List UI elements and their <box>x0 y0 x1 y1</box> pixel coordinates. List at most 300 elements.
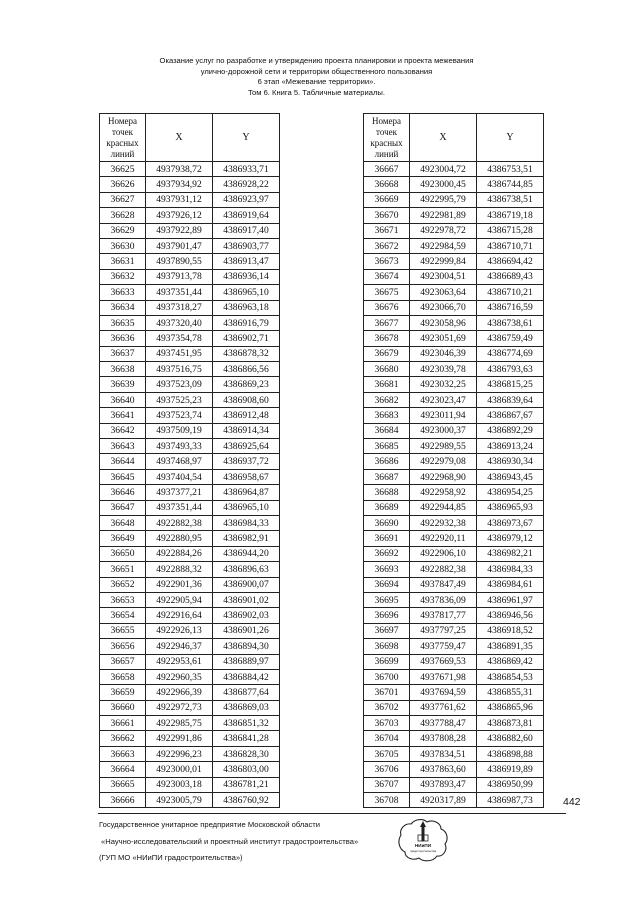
point-number-cell: 36627 <box>100 192 146 207</box>
point-number-cell: 36632 <box>100 269 146 284</box>
point-number-cell: 36640 <box>100 392 146 407</box>
table-row <box>100 177 280 192</box>
x-coordinate-cell: 4922978,72 <box>410 223 477 238</box>
y-coordinate-cell: 4386925,64 <box>213 439 280 454</box>
point-number-cell: 36678 <box>364 331 410 346</box>
y-coordinate-cell: 4386958,67 <box>213 469 280 484</box>
table-row <box>364 208 544 223</box>
point-number-cell: 36671 <box>364 223 410 238</box>
table-row <box>364 285 544 300</box>
table-row <box>100 700 280 715</box>
point-number-cell: 36653 <box>100 592 146 607</box>
point-number-cell: 36660 <box>100 700 146 715</box>
table-row <box>100 639 280 654</box>
x-coordinate-cell: 4923039,78 <box>410 362 477 377</box>
y-coordinate-cell: 4386841,28 <box>213 731 280 746</box>
y-coordinate-cell: 4386839,64 <box>477 392 544 407</box>
x-coordinate-cell: 4937404,54 <box>146 469 213 484</box>
table-row <box>100 254 280 269</box>
table-row <box>364 669 544 684</box>
y-coordinate-cell: 4386965,10 <box>213 285 280 300</box>
y-coordinate-cell: 4386916,79 <box>213 315 280 330</box>
x-coordinate-cell: 4923023,47 <box>410 392 477 407</box>
x-coordinate-cell: 4937468,97 <box>146 454 213 469</box>
point-number-cell: 36676 <box>364 300 410 315</box>
table-row <box>100 362 280 377</box>
y-coordinate-cell: 4386982,21 <box>477 546 544 561</box>
table-row <box>364 192 544 207</box>
y-coordinate-cell: 4386917,40 <box>213 223 280 238</box>
point-number-cell: 36628 <box>100 208 146 223</box>
table-row <box>100 685 280 700</box>
x-coordinate-cell: 4937523,09 <box>146 377 213 392</box>
x-coordinate-cell: 4937525,23 <box>146 392 213 407</box>
x-coordinate-cell: 4923058,96 <box>410 315 477 330</box>
footer-line-2: «Научно-исследовательский и проектный институт градостроительства» <box>101 836 359 846</box>
y-coordinate-cell: 4386928,22 <box>213 177 280 192</box>
table-row <box>100 777 280 792</box>
x-coordinate-cell: 4937836,09 <box>410 592 477 607</box>
point-number-cell: 36672 <box>364 238 410 253</box>
x-coordinate-cell: 4937351,44 <box>146 285 213 300</box>
table-row <box>100 623 280 638</box>
table-row <box>364 454 544 469</box>
x-coordinate-cell: 4937671,98 <box>410 669 477 684</box>
table-row <box>364 777 544 792</box>
point-number-cell: 36683 <box>364 408 410 423</box>
x-coordinate-cell: 4937669,53 <box>410 654 477 669</box>
y-coordinate-cell: 4386902,03 <box>213 608 280 623</box>
x-coordinate-cell: 4922966,39 <box>146 685 213 700</box>
y-coordinate-cell: 4386793,63 <box>477 362 544 377</box>
y-coordinate-cell: 4386901,26 <box>213 623 280 638</box>
y-coordinate-cell: 4386884,42 <box>213 669 280 684</box>
y-coordinate-cell: 4386913,47 <box>213 254 280 269</box>
institute-logo-icon <box>393 815 453 865</box>
y-coordinate-cell: 4386987,73 <box>477 793 544 808</box>
table-body-left <box>100 162 280 808</box>
x-coordinate-cell: 4922984,59 <box>410 238 477 253</box>
point-number-cell: 36642 <box>100 423 146 438</box>
point-number-cell: 36685 <box>364 439 410 454</box>
y-coordinate-cell: 4386954,25 <box>477 485 544 500</box>
table-row <box>364 546 544 561</box>
table-row <box>364 608 544 623</box>
table-row <box>364 162 544 177</box>
x-coordinate-cell: 4922905,94 <box>146 592 213 607</box>
table-row <box>100 500 280 515</box>
x-coordinate-cell: 4922888,32 <box>146 562 213 577</box>
x-coordinate-cell: 4922901,36 <box>146 577 213 592</box>
y-coordinate-cell: 4386866,56 <box>213 362 280 377</box>
table-row <box>100 454 280 469</box>
y-coordinate-cell: 4386744,85 <box>477 177 544 192</box>
y-coordinate-cell: 4386869,03 <box>213 700 280 715</box>
point-number-cell: 36707 <box>364 777 410 792</box>
point-number-cell: 36638 <box>100 362 146 377</box>
point-number-cell: 36706 <box>364 762 410 777</box>
table-row <box>364 392 544 407</box>
y-coordinate-cell: 4386901,02 <box>213 592 280 607</box>
table-row <box>100 469 280 484</box>
table-row <box>364 592 544 607</box>
y-coordinate-cell: 4386738,61 <box>477 315 544 330</box>
y-coordinate-cell: 4386710,21 <box>477 285 544 300</box>
table-row <box>364 362 544 377</box>
table-row <box>364 269 544 284</box>
point-number-cell: 36682 <box>364 392 410 407</box>
point-number-cell: 36681 <box>364 377 410 392</box>
table-row <box>364 254 544 269</box>
table-row <box>100 162 280 177</box>
x-coordinate-cell: 4922989,55 <box>410 439 477 454</box>
y-coordinate-cell: 4386950,99 <box>477 777 544 792</box>
y-coordinate-cell: 4386865,96 <box>477 700 544 715</box>
y-coordinate-cell: 4386946,56 <box>477 608 544 623</box>
y-coordinate-cell: 4386828,30 <box>213 746 280 761</box>
point-number-cell: 36694 <box>364 577 410 592</box>
table-header-row <box>364 114 544 162</box>
x-coordinate-cell: 4922906,10 <box>410 546 477 561</box>
x-coordinate-cell: 4937901,47 <box>146 238 213 253</box>
point-number-cell: 36649 <box>100 531 146 546</box>
point-number-cell: 36648 <box>100 515 146 530</box>
table-row <box>364 439 544 454</box>
x-coordinate-cell: 4922953,61 <box>146 654 213 669</box>
table-row <box>364 238 544 253</box>
svg-text:градостроительства: градостроительства <box>409 849 437 853</box>
x-coordinate-cell: 4937761,62 <box>410 700 477 715</box>
point-number-cell: 36631 <box>100 254 146 269</box>
y-coordinate-cell: 4386719,18 <box>477 208 544 223</box>
point-number-cell: 36701 <box>364 685 410 700</box>
x-coordinate-cell: 4922979,08 <box>410 454 477 469</box>
y-coordinate-cell: 4386781,21 <box>213 777 280 792</box>
point-number-cell: 36664 <box>100 762 146 777</box>
table-row <box>364 700 544 715</box>
point-number-cell: 36667 <box>364 162 410 177</box>
table-row <box>364 469 544 484</box>
y-coordinate-cell: 4386902,71 <box>213 331 280 346</box>
point-number-cell: 36698 <box>364 639 410 654</box>
x-coordinate-cell: 4937788,47 <box>410 716 477 731</box>
y-coordinate-cell: 4386984,33 <box>477 562 544 577</box>
table-row <box>364 762 544 777</box>
table-row <box>100 531 280 546</box>
y-coordinate-cell: 4386854,53 <box>477 669 544 684</box>
column-header-y: Y <box>477 114 544 162</box>
y-coordinate-cell: 4386973,67 <box>477 515 544 530</box>
point-number-cell: 36691 <box>364 531 410 546</box>
y-coordinate-cell: 4386894,30 <box>213 639 280 654</box>
point-number-cell: 36636 <box>100 331 146 346</box>
point-number-cell: 36687 <box>364 469 410 484</box>
y-coordinate-cell: 4386964,87 <box>213 485 280 500</box>
x-coordinate-cell: 4937817,77 <box>410 608 477 623</box>
table-row <box>100 546 280 561</box>
footer-line-1: Государственное унитарное предприятие Московской области <box>99 820 321 829</box>
point-number-cell: 36684 <box>364 423 410 438</box>
y-coordinate-cell: 4386873,81 <box>477 716 544 731</box>
table-row <box>100 762 280 777</box>
y-coordinate-cell: 4386984,61 <box>477 577 544 592</box>
x-coordinate-cell: 4923011,94 <box>410 408 477 423</box>
table-row <box>100 716 280 731</box>
table-row <box>100 315 280 330</box>
table-row <box>364 654 544 669</box>
x-coordinate-cell: 4922884,26 <box>146 546 213 561</box>
x-coordinate-cell: 4922972,73 <box>146 700 213 715</box>
y-coordinate-cell: 4386851,32 <box>213 716 280 731</box>
point-number-cell: 36652 <box>100 577 146 592</box>
point-number-cell: 36641 <box>100 408 146 423</box>
point-number-cell: 36633 <box>100 285 146 300</box>
point-number-cell: 36666 <box>100 793 146 808</box>
header-line-4: Том 6. Книга 5. Табличные материалы. <box>247 87 385 97</box>
point-number-cell: 36634 <box>100 300 146 315</box>
point-number-cell: 36689 <box>364 500 410 515</box>
x-coordinate-cell: 4922944,85 <box>410 500 477 515</box>
y-coordinate-cell: 4386760,92 <box>213 793 280 808</box>
x-coordinate-cell: 4937938,72 <box>146 162 213 177</box>
table-row <box>364 685 544 700</box>
point-number-cell: 36646 <box>100 485 146 500</box>
y-coordinate-cell: 4386937,72 <box>213 454 280 469</box>
point-number-cell: 36659 <box>100 685 146 700</box>
y-coordinate-cell: 4386943,45 <box>477 469 544 484</box>
y-coordinate-cell: 4386877,64 <box>213 685 280 700</box>
y-coordinate-cell: 4386689,43 <box>477 269 544 284</box>
point-number-cell: 36675 <box>364 285 410 300</box>
y-coordinate-cell: 4386759,49 <box>477 331 544 346</box>
x-coordinate-cell: 4923004,51 <box>410 269 477 284</box>
table-row <box>100 208 280 223</box>
y-coordinate-cell: 4386919,89 <box>477 762 544 777</box>
y-coordinate-cell: 4386984,33 <box>213 515 280 530</box>
x-coordinate-cell: 4923003,18 <box>146 777 213 792</box>
column-header-point-number: Номера точек красных линий <box>100 114 146 162</box>
x-coordinate-cell: 4923004,72 <box>410 162 477 177</box>
x-coordinate-cell: 4937934,92 <box>146 177 213 192</box>
y-coordinate-cell: 4386965,93 <box>477 500 544 515</box>
y-coordinate-cell: 4386803,00 <box>213 762 280 777</box>
x-coordinate-cell: 4937931,12 <box>146 192 213 207</box>
point-number-cell: 36655 <box>100 623 146 638</box>
table-row <box>100 592 280 607</box>
point-number-cell: 36688 <box>364 485 410 500</box>
x-coordinate-cell: 4923063,64 <box>410 285 477 300</box>
point-number-cell: 36695 <box>364 592 410 607</box>
table-row <box>100 439 280 454</box>
point-number-cell: 36708 <box>364 793 410 808</box>
x-coordinate-cell: 4920317,89 <box>410 793 477 808</box>
point-number-cell: 36696 <box>364 608 410 623</box>
x-coordinate-cell: 4937893,47 <box>410 777 477 792</box>
x-coordinate-cell: 4923000,01 <box>146 762 213 777</box>
table-row <box>100 331 280 346</box>
table-row <box>100 346 280 361</box>
table-row <box>100 223 280 238</box>
y-coordinate-cell: 4386710,71 <box>477 238 544 253</box>
table-row <box>364 423 544 438</box>
x-coordinate-cell: 4922960,35 <box>146 669 213 684</box>
y-coordinate-cell: 4386914,34 <box>213 423 280 438</box>
y-coordinate-cell: 4386867,67 <box>477 408 544 423</box>
point-number-cell: 36705 <box>364 746 410 761</box>
x-coordinate-cell: 4922981,89 <box>410 208 477 223</box>
table-row <box>364 531 544 546</box>
point-number-cell: 36658 <box>100 669 146 684</box>
x-coordinate-cell: 4937759,47 <box>410 639 477 654</box>
footer-divider <box>98 813 566 814</box>
y-coordinate-cell: 4386908,60 <box>213 392 280 407</box>
point-number-cell: 36626 <box>100 177 146 192</box>
x-coordinate-cell: 4937351,44 <box>146 500 213 515</box>
y-coordinate-cell: 4386903,77 <box>213 238 280 253</box>
table-row <box>100 285 280 300</box>
y-coordinate-cell: 4386855,31 <box>477 685 544 700</box>
y-coordinate-cell: 4386694,42 <box>477 254 544 269</box>
point-number-cell: 36654 <box>100 608 146 623</box>
y-coordinate-cell: 4386965,10 <box>213 500 280 515</box>
table-row <box>364 793 544 808</box>
table-row <box>100 608 280 623</box>
y-coordinate-cell: 4386923,97 <box>213 192 280 207</box>
x-coordinate-cell: 4923046,39 <box>410 346 477 361</box>
x-coordinate-cell: 4922968,90 <box>410 469 477 484</box>
table-row <box>364 577 544 592</box>
column-header-point-number: Номера точек красных линий <box>364 114 410 162</box>
x-coordinate-cell: 4937694,59 <box>410 685 477 700</box>
point-number-cell: 36663 <box>100 746 146 761</box>
x-coordinate-cell: 4922946,37 <box>146 639 213 654</box>
point-number-cell: 36690 <box>364 515 410 530</box>
x-coordinate-cell: 4923032,25 <box>410 377 477 392</box>
point-number-cell: 36637 <box>100 346 146 361</box>
point-number-cell: 36657 <box>100 654 146 669</box>
column-header-x: X <box>146 114 213 162</box>
y-coordinate-cell: 4386889,97 <box>213 654 280 669</box>
point-number-cell: 36629 <box>100 223 146 238</box>
y-coordinate-cell: 4386869,23 <box>213 377 280 392</box>
x-coordinate-cell: 4923066,70 <box>410 300 477 315</box>
table-row <box>364 515 544 530</box>
y-coordinate-cell: 4386891,35 <box>477 639 544 654</box>
x-coordinate-cell: 4937451,95 <box>146 346 213 361</box>
point-number-cell: 36661 <box>100 716 146 731</box>
table-row <box>364 331 544 346</box>
table-row <box>100 423 280 438</box>
table-row <box>100 300 280 315</box>
table-row <box>100 238 280 253</box>
x-coordinate-cell: 4922996,23 <box>146 746 213 761</box>
point-number-cell: 36693 <box>364 562 410 577</box>
point-number-cell: 36669 <box>364 192 410 207</box>
y-coordinate-cell: 4386815,25 <box>477 377 544 392</box>
table-row <box>100 269 280 284</box>
point-number-cell: 36647 <box>100 500 146 515</box>
x-coordinate-cell: 4923000,37 <box>410 423 477 438</box>
y-coordinate-cell: 4386933,71 <box>213 162 280 177</box>
point-number-cell: 36635 <box>100 315 146 330</box>
table-row <box>364 731 544 746</box>
x-coordinate-cell: 4937516,75 <box>146 362 213 377</box>
document-footer <box>99 817 358 867</box>
table-row <box>100 577 280 592</box>
table-row <box>364 716 544 731</box>
y-coordinate-cell: 4386979,12 <box>477 531 544 546</box>
x-coordinate-cell: 4923051,69 <box>410 331 477 346</box>
point-number-cell: 36686 <box>364 454 410 469</box>
table-row <box>364 746 544 761</box>
point-number-cell: 36679 <box>364 346 410 361</box>
table-row <box>100 669 280 684</box>
x-coordinate-cell: 4937523,74 <box>146 408 213 423</box>
x-coordinate-cell: 4937797,25 <box>410 623 477 638</box>
column-header-x: X <box>410 114 477 162</box>
x-coordinate-cell: 4937922,89 <box>146 223 213 238</box>
y-coordinate-cell: 4386944,20 <box>213 546 280 561</box>
y-coordinate-cell: 4386919,64 <box>213 208 280 223</box>
y-coordinate-cell: 4386753,51 <box>477 162 544 177</box>
table-row <box>100 392 280 407</box>
y-coordinate-cell: 4386882,60 <box>477 731 544 746</box>
table-row <box>100 408 280 423</box>
y-coordinate-cell: 4386898,88 <box>477 746 544 761</box>
table-row <box>100 515 280 530</box>
point-number-cell: 36670 <box>364 208 410 223</box>
coordinates-table-left <box>99 113 280 808</box>
y-coordinate-cell: 4386918,52 <box>477 623 544 638</box>
point-number-cell: 36677 <box>364 315 410 330</box>
table-row <box>100 562 280 577</box>
x-coordinate-cell: 4922880,95 <box>146 531 213 546</box>
header-line-2: улично-дорожной сети и территории общественного пользования <box>200 66 433 76</box>
coordinates-table-right <box>363 113 544 808</box>
point-number-cell: 36662 <box>100 731 146 746</box>
x-coordinate-cell: 4923005,79 <box>146 793 213 808</box>
x-coordinate-cell: 4922882,38 <box>146 515 213 530</box>
y-coordinate-cell: 4386912,48 <box>213 408 280 423</box>
y-coordinate-cell: 4386930,34 <box>477 454 544 469</box>
document-header <box>0 56 633 98</box>
point-number-cell: 36639 <box>100 377 146 392</box>
x-coordinate-cell: 4937509,19 <box>146 423 213 438</box>
point-number-cell: 36673 <box>364 254 410 269</box>
table-row <box>100 793 280 808</box>
table-header-row <box>100 114 280 162</box>
x-coordinate-cell: 4922926,13 <box>146 623 213 638</box>
table-row <box>100 731 280 746</box>
y-coordinate-cell: 4386878,32 <box>213 346 280 361</box>
y-coordinate-cell: 4386982,91 <box>213 531 280 546</box>
table-row <box>364 408 544 423</box>
x-coordinate-cell: 4937354,78 <box>146 331 213 346</box>
point-number-cell: 36630 <box>100 238 146 253</box>
x-coordinate-cell: 4937926,12 <box>146 208 213 223</box>
y-coordinate-cell: 4386716,59 <box>477 300 544 315</box>
point-number-cell: 36625 <box>100 162 146 177</box>
x-coordinate-cell: 4937320,40 <box>146 315 213 330</box>
point-number-cell: 36674 <box>364 269 410 284</box>
point-number-cell: 36703 <box>364 716 410 731</box>
column-header-y: Y <box>213 114 280 162</box>
table-row <box>364 315 544 330</box>
table-row <box>100 654 280 669</box>
y-coordinate-cell: 4386936,14 <box>213 269 280 284</box>
y-coordinate-cell: 4386913,24 <box>477 439 544 454</box>
y-coordinate-cell: 4386715,28 <box>477 223 544 238</box>
